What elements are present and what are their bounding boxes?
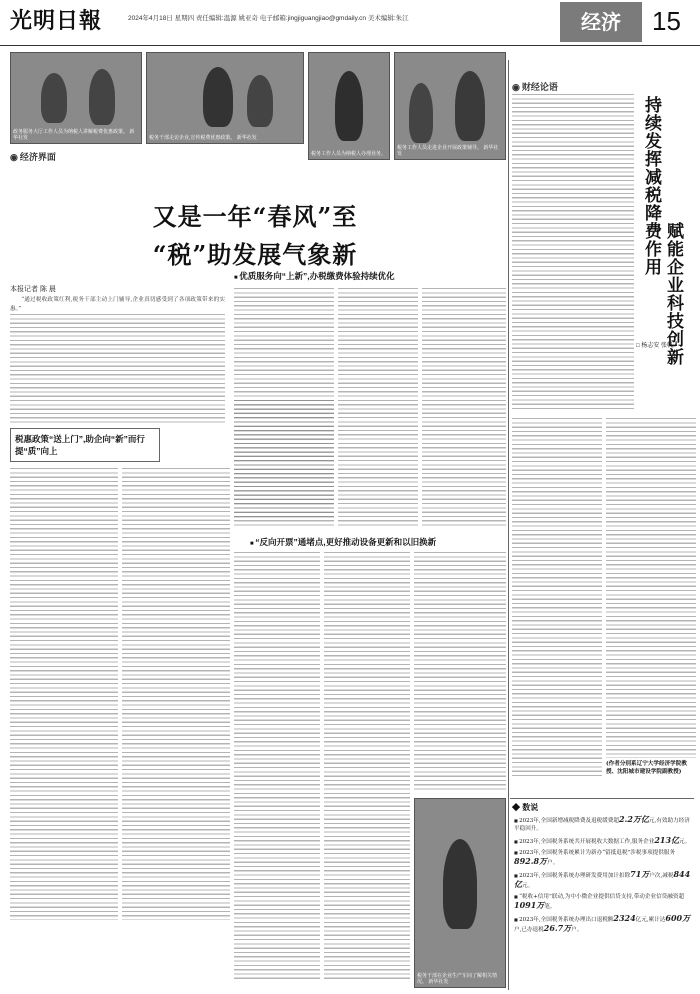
column-divider <box>508 60 509 990</box>
number-item-4: ■ 2023年,全国税务系统办理研发费用加计扣除71万户次,减税844亿元。 <box>514 870 692 890</box>
number-item-3: ■ 2023年,全国税务系统累计为新办“留抵退税”涉税事项提供服务892.8万户。 <box>514 849 692 867</box>
numbers-header: ◆ 数说 <box>512 802 538 813</box>
headline-line-1: 又是一年“春风”至 <box>152 202 358 231</box>
right-author: □ 杨志安 张帆 <box>636 343 673 349</box>
photo-3-caption: 税务工作人员为纳税人办理业务。 <box>311 151 387 157</box>
right-author-note: (作者分别系辽宁大学经济学院教授、沈阳城市建设学院副教授) <box>606 761 687 775</box>
section-banner: 经济 <box>560 2 642 42</box>
right-body-1 <box>512 94 634 412</box>
right-body-2 <box>512 418 602 778</box>
byline: 本报记者 陈 晨 <box>10 286 56 293</box>
right-section-tag: ◉ 财经论语 <box>512 80 558 93</box>
body-col-1 <box>10 468 118 920</box>
body-col-6 <box>234 400 334 520</box>
body-col-4 <box>338 288 418 528</box>
number-item-2: ■ 2023年,全国税务系统共开展税收大数据工作,服务企业213亿元。 <box>514 836 692 846</box>
page-number: 15 <box>652 6 681 36</box>
body-col-8 <box>324 552 410 982</box>
right-title-1: 持续发挥减税降费作用 <box>641 96 661 276</box>
photo-2 <box>146 52 304 144</box>
photo-1-caption: 政务服务大厅工作人员为纳税人讲解税费优惠政策。 新华社发 <box>13 129 135 141</box>
headline <box>10 198 500 274</box>
photo-5-caption: 税务干部在企业生产车间了解相关情况。 新华社发 <box>417 973 498 985</box>
number-item-6: ■ 2023年,全国税务系统办理出口退税额2324亿元,累计达600万户,已办退税26.7万户。 <box>514 914 692 934</box>
number-item-1: ■ 2023年,全国新增减税降费及退税缓费超2.2万亿元,有效助力经济平稳回升。 <box>514 815 692 833</box>
body-col-2 <box>122 468 230 920</box>
body-col-9 <box>414 552 506 792</box>
photo-2-caption: 税务干部走访企业,宣传税费优惠政策。 新华社发 <box>149 135 257 141</box>
subhead-3: ■ “反向开票”通堵点,更好推动设备更新和以旧换新 <box>250 536 506 550</box>
subhead-1: 税惠政策“送上门”,助企向“新”而行提“质”向上 <box>10 428 160 462</box>
subhead-2: ■ 优质服务向“上新”,办税缴费体验持续优化 <box>234 270 504 284</box>
right-body-3 <box>606 418 696 758</box>
lead-paragraph: “通过税收政策红利,税务干部主动上门辅导,企业真切感受到了各项政策带来的实惠。” <box>10 296 225 424</box>
number-item-5: ■ “税收+信用”联动,为中小微企业提供信贷支持,带动企业信贷融资超1091万笔。 <box>514 893 692 911</box>
headline-line-2: “税”助发展气象新 <box>152 240 358 269</box>
photo-4 <box>394 52 506 160</box>
photo-5 <box>414 798 506 988</box>
masthead <box>0 0 700 46</box>
numbers-box <box>510 798 694 988</box>
photo-1 <box>10 52 142 144</box>
issue-line: 2024年4月18日 星期四 责任编辑:温源 姚亚奇 电子邮箱:jingjiguangjiao@gmdaily.cn 美术编辑:朱江 <box>128 15 409 22</box>
newspaper-logo: 光明日報 <box>10 8 103 34</box>
photo-3 <box>308 52 390 160</box>
section-tag: ◉ 经济界面 <box>10 150 56 163</box>
photo-4-caption: 税务工作人员走进企业开展政策辅导。 新华社发 <box>397 145 499 157</box>
right-title-2: 赋能企业科技创新 <box>663 222 683 366</box>
body-col-5 <box>422 288 506 528</box>
body-col-7 <box>234 552 320 982</box>
